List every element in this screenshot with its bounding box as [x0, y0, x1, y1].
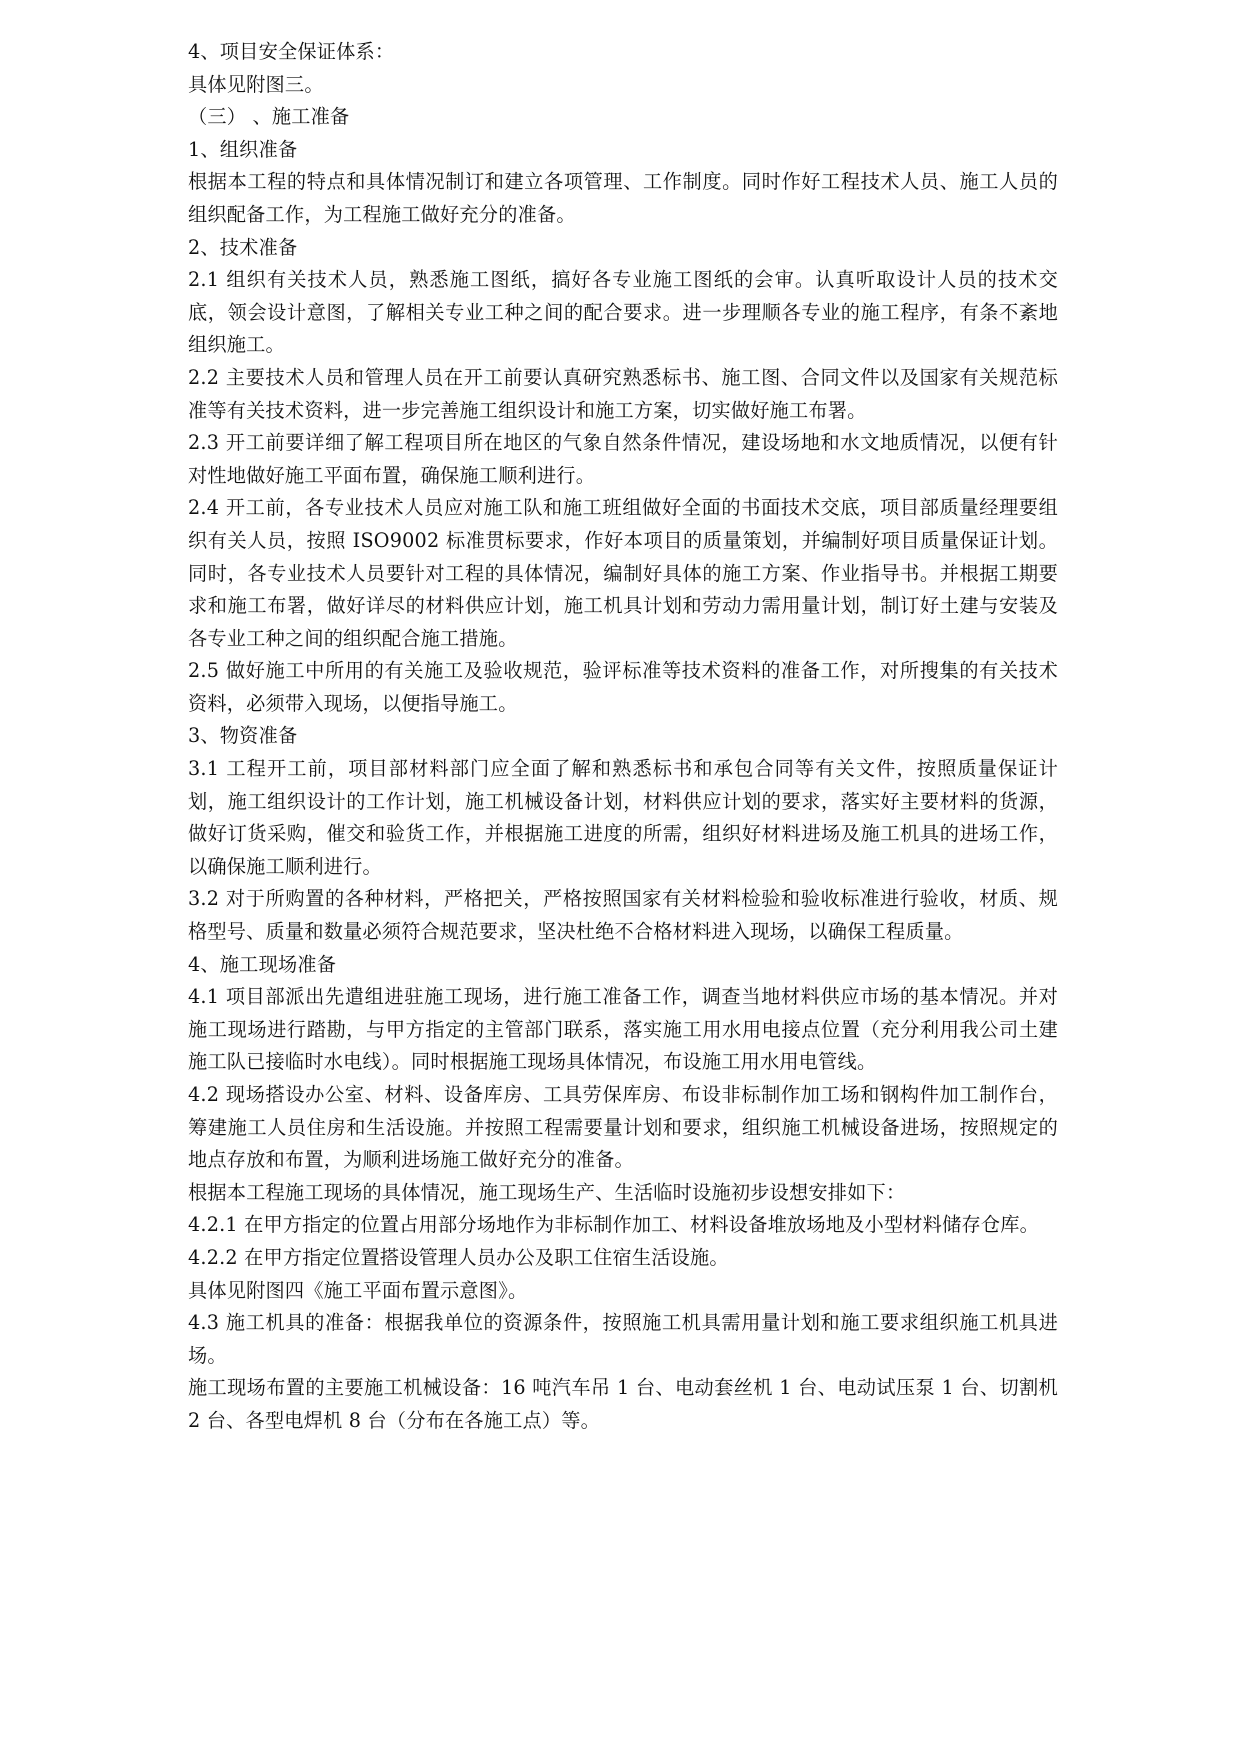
- heading-material-preparation: 3、物资准备: [188, 724, 298, 748]
- paragraph-see-figure-3: 具体见附图三。: [188, 72, 324, 96]
- paragraph-2-1: 2.1 组织有关技术人员，熟悉施工图纸，搞好各专业施工图纸的会审。认真听取设计人员的技术交底，领会设计意图，了解相关专业工种之间的配合要求。进一步理顺各专业的施工程序，有条不紊地组织施工。: [188, 268, 1058, 357]
- paragraph-2-4: 2.4 开工前，各专业技术人员应对施工队和施工班组做好全面的书面技术交底，项目部质量经理要组织有关人员，按照 ISO9002 标准贯标要求，作好本项目的质量策划，并编制好项目质量保证计划。同时，各专业技术人员要针对工程的具体情况，编制好具体的施工方案、作业指导书。并根据工期要求和施工布署，做好详尽的材料供应计划，施工机具计划和劳动力需用量计划，制订好土建与安装及各专业工种之间的组织配合施工措施。: [188, 496, 1058, 650]
- paragraph-equipment-list: 施工现场布置的主要施工机械设备：16 吨汽车吊 1 台、电动套丝机 1 台、电动试压泵 1 台、切割机 2 台、各型电焊机 8 台（分布在各施工点）等。: [188, 1376, 1058, 1432]
- document-body: [188, 36, 1058, 1438]
- paragraph-temporary-facilities: 根据本工程施工现场的具体情况，施工现场生产、生活临时设施初步设想安排如下：: [188, 1180, 906, 1204]
- paragraph-4-2-1: 4.2.1 在甲方指定的位置占用部分场地作为非标制作加工、材料设备堆放场地及小型材料储存仓库。: [188, 1213, 1040, 1237]
- heading-organization-preparation: 1、组织准备: [188, 137, 298, 161]
- heading-construction-preparation: （三） 、施工准备: [188, 105, 350, 129]
- heading-technical-preparation: 2、技术准备: [188, 235, 298, 259]
- paragraph-2-5: 2.5 做好施工中所用的有关施工及验收规范，验评标准等技术资料的准备工作，对所搜集的有关技术资料，必须带入现场，以便指导施工。: [188, 659, 1058, 715]
- paragraph-see-figure-4: 具体见附图四《施工平面布置示意图》。: [188, 1278, 528, 1302]
- paragraph-2-3: 2.3 开工前要详细了解工程项目所在地区的气象自然条件情况，建设场地和水文地质情况，以便有针对性地做好施工平面布置，确保施工顺利进行。: [188, 431, 1058, 487]
- paragraph-4-3: 4.3 施工机具的准备：根据我单位的资源条件，按照施工机具需用量计划和施工要求组织施工机具进场。: [188, 1311, 1058, 1367]
- heading-site-preparation: 4、施工现场准备: [188, 952, 337, 976]
- paragraph-organization: 根据本工程的特点和具体情况制订和建立各项管理、工作制度。同时作好工程技术人员、施工人员的组织配备工作，为工程施工做好充分的准备。: [188, 170, 1058, 226]
- paragraph-3-1: 3.1 工程开工前，项目部材料部门应全面了解和熟悉标书和承包合同等有关文件，按照质量保证计划，施工组织设计的工作计划，施工机械设备计划，材料供应计划的要求，落实好主要材料的货源，做好订货采购，催交和验货工作，并根据施工进度的所需，组织好材料进场及施工机具的进场工作，以确保施工顺利进行。: [188, 757, 1058, 878]
- paragraph-2-2: 2.2 主要技术人员和管理人员在开工前要认真研究熟悉标书、施工图、合同文件以及国家有关规范标准等有关技术资料，进一步完善施工组织设计和施工方案，切实做好施工布署。: [188, 365, 1058, 422]
- paragraph-4-1: 4.1 项目部派出先遣组进驻施工现场，进行施工准备工作，调查当地材料供应市场的基本情况。并对施工现场进行踏勘，与甲方指定的主管部门联系，落实施工用水用电接点位置（充分利用我公司土建施工队已接临时水电线）。同时根据施工现场具体情况，布设施工用水用电管线。: [188, 985, 1058, 1074]
- paragraph-3-2: 3.2 对于所购置的各种材料，严格把关，严格按照国家有关材料检验和验收标准进行验收，材质、规格型号、质量和数量必须符合规范要求，坚决杜绝不合格材料进入现场，以确保工程质量。: [188, 887, 1058, 944]
- paragraph-4-2: 4.2 现场搭设办公室、材料、设备库房、工具劳保库房、布设非标制作加工场和钢构件加工制作台，筹建施工人员住房和生活设施。并按照工程需要量计划和要求，组织施工机械设备进场，按照规定的地点存放和布置，为顺利进场施工做好充分的准备。: [188, 1083, 1058, 1172]
- paragraph-4-2-2: 4.2.2 在甲方指定位置搭设管理人员办公及职工住宿生活设施。: [188, 1245, 729, 1269]
- heading-safety-system: 4、项目安全保证体系：: [188, 40, 395, 63]
